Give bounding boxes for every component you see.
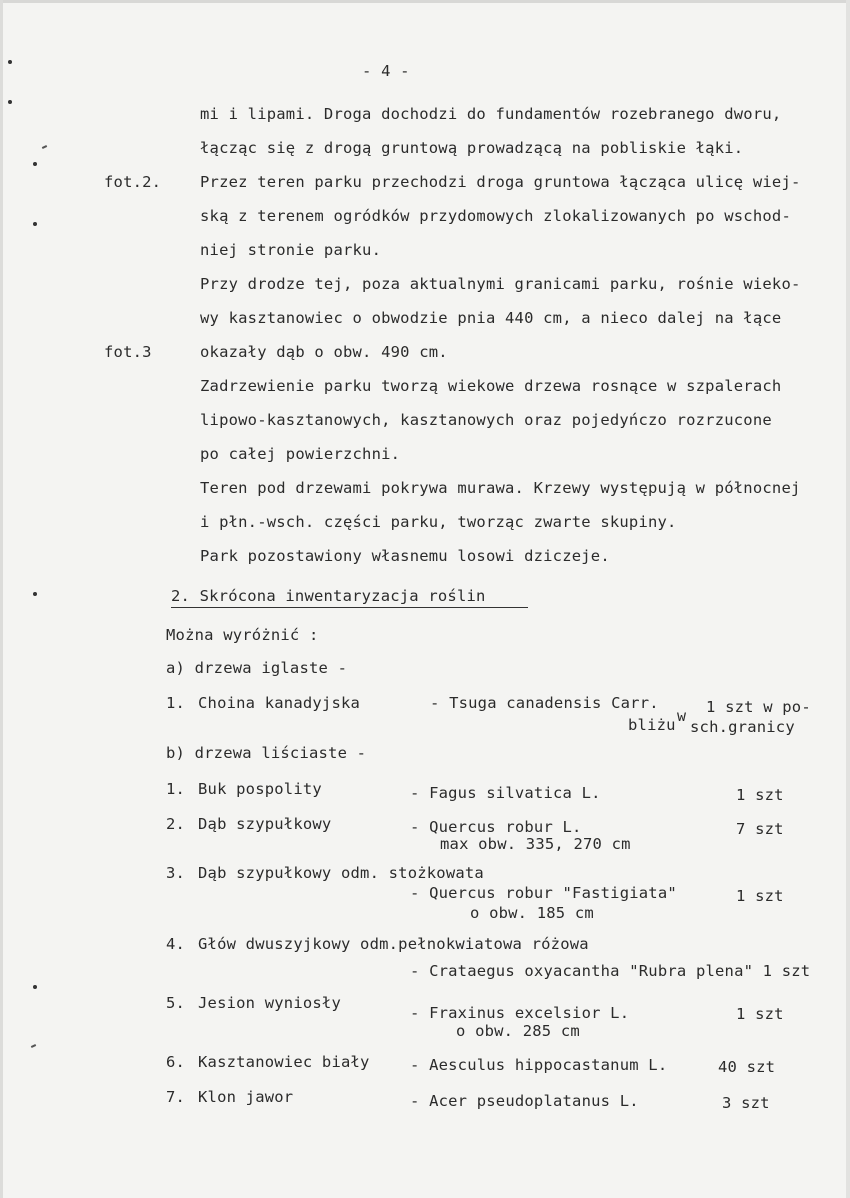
species-name: Jesion wyniosły bbox=[198, 994, 341, 1012]
latin-name: - Fraxinus excelsior L. bbox=[410, 1004, 630, 1022]
intro-text: Można wyróżnić : bbox=[166, 626, 319, 644]
latin-name: - Quercus robur "Fastigiata" bbox=[410, 884, 677, 902]
location-note: bliżu bbox=[628, 716, 676, 734]
body-line: ską z terenem ogródków przydomowych zlokalizowanych po wschod- bbox=[200, 207, 791, 225]
row-number: 3. bbox=[166, 864, 186, 882]
tree-count: 40 szt bbox=[718, 1058, 776, 1076]
body-line: Przy drodze tej, poza aktualnymi granicami parku, rośnie wieko- bbox=[200, 275, 801, 293]
page-edge-top bbox=[0, 0, 850, 3]
pencil-mark bbox=[42, 145, 47, 149]
punch-mark bbox=[8, 100, 12, 104]
location-note: sch.granicy bbox=[690, 718, 795, 736]
body-line: Park pozostawiony własnemu losowi dziczeje. bbox=[200, 547, 610, 565]
margin-note-photo: fot.2. bbox=[104, 173, 162, 191]
heading-underline bbox=[171, 607, 528, 608]
body-line: okazały dąb o obw. 490 cm. bbox=[200, 343, 448, 361]
body-line: Przez teren parku przechodzi droga gruntowa łącząca ulicę wiej- bbox=[200, 173, 801, 191]
tree-count: 1 szt bbox=[736, 887, 784, 905]
tree-count: 3 szt bbox=[722, 1094, 770, 1112]
row-number: 5. bbox=[166, 994, 186, 1012]
body-line: niej stronie parku. bbox=[200, 241, 382, 259]
species-name: Choina kanadyjska bbox=[198, 694, 361, 712]
row-number: 1. bbox=[166, 780, 186, 798]
punch-mark bbox=[33, 162, 37, 166]
punch-mark bbox=[33, 985, 37, 989]
page-edge-right bbox=[846, 0, 850, 1198]
margin-note-photo: fot.3 bbox=[104, 343, 152, 361]
species-name: Dąb szypułkowy bbox=[198, 815, 332, 833]
page-edge-left bbox=[0, 0, 3, 1198]
punch-mark bbox=[33, 222, 37, 226]
latin-name: - Fagus silvatica L. bbox=[410, 784, 601, 802]
species-name: Kasztanowiec biały bbox=[198, 1053, 370, 1071]
latin-name: - Quercus robur L. bbox=[410, 818, 582, 836]
body-line: po całej powierzchni. bbox=[200, 445, 401, 463]
body-line: i płn.-wsch. części parku, tworząc zwarte skupiny. bbox=[200, 513, 677, 531]
page-number: - 4 - bbox=[362, 62, 410, 80]
tree-count: 7 szt bbox=[736, 820, 784, 838]
girth-detail: o obw. 185 cm bbox=[470, 904, 594, 922]
group-heading-deciduous: b) drzewa liściaste - bbox=[166, 744, 367, 762]
body-line: Teren pod drzewami pokrywa murawa. Krzewy występują w północnej bbox=[200, 479, 801, 497]
pencil-mark bbox=[31, 1044, 36, 1048]
row-number: 7. bbox=[166, 1088, 186, 1106]
species-name: Buk pospolity bbox=[198, 780, 322, 798]
latin-name: - Aesculus hippocastanum L. bbox=[410, 1056, 668, 1074]
body-line: lipowo-kasztanowych, kasztanowych oraz pojedyńczo rozrzucone bbox=[200, 411, 772, 429]
species-name: Klon jawor bbox=[198, 1088, 294, 1106]
species-name: Głów dwuszyjkowy odm.pełnokwiatowa różowa bbox=[198, 935, 589, 953]
tree-count: 1 szt bbox=[736, 786, 784, 804]
body-line: Zadrzewienie parku tworzą wiekowe drzewa rosnące w szpalerach bbox=[200, 377, 782, 395]
punch-mark bbox=[8, 60, 12, 64]
girth-detail: max obw. 335, 270 cm bbox=[440, 835, 631, 853]
tree-count: 1 szt w po- bbox=[706, 698, 811, 716]
latin-name: - Crataegus oxyacantha "Rubra plena" 1 szt bbox=[410, 962, 811, 980]
row-number: 1. bbox=[166, 694, 186, 712]
row-number: 6. bbox=[166, 1053, 186, 1071]
species-name: Dąb szypułkowy odm. stożkowata bbox=[198, 864, 484, 882]
latin-name: - Acer pseudoplatanus L. bbox=[410, 1092, 639, 1110]
section-heading: 2. Skrócona inwentaryzacja roślin bbox=[171, 587, 486, 605]
row-number: 4. bbox=[166, 935, 186, 953]
body-line: wy kasztanowiec o obwodzie pnia 440 cm, a nieco dalej na łące bbox=[200, 309, 782, 327]
girth-detail: o obw. 285 cm bbox=[456, 1022, 580, 1040]
tree-count: 1 szt bbox=[736, 1005, 784, 1023]
row-number: 2. bbox=[166, 815, 186, 833]
latin-name: - Tsuga canadensis Carr. bbox=[430, 694, 659, 712]
group-heading-conifers: a) drzewa iglaste - bbox=[166, 659, 348, 677]
superscript-note: w bbox=[677, 707, 687, 725]
body-line: mi i lipami. Droga dochodzi do fundamentów rozebranego dworu, bbox=[200, 105, 782, 123]
body-line: łącząc się z drogą gruntową prowadzącą na pobliskie łąki. bbox=[200, 139, 744, 157]
punch-mark bbox=[33, 592, 37, 596]
